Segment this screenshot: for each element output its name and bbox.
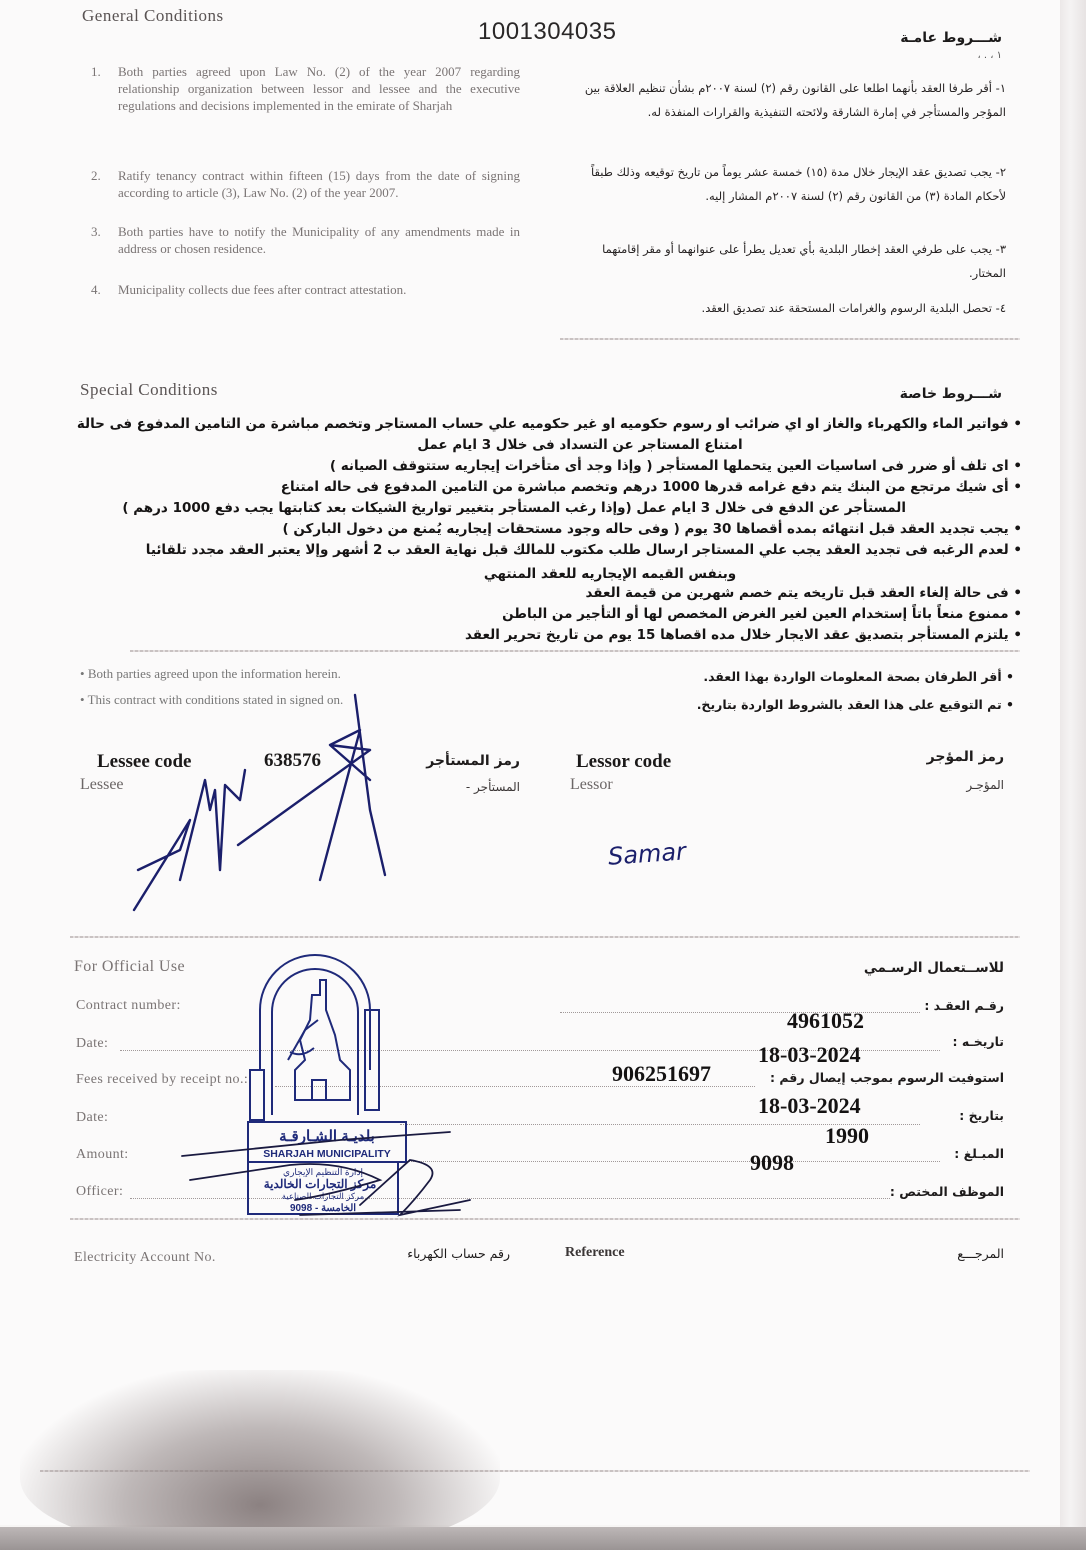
special-condition-line: • يجب تجديد العقد قبل انتهائه بمده أقصاها 30 يوم ( وفى حاله وجود مستحقات إيجاريه يُمنع من دخول الباركن ) bbox=[282, 521, 1022, 537]
official-use-title-ar: للاســتعمال الرسـمي bbox=[863, 960, 1004, 976]
amount-label-ar: المبـلغ : bbox=[954, 1146, 1004, 1161]
electricity-account-label: Electricity Account No. bbox=[74, 1250, 216, 1265]
stamp-dept-ar: إدارة التنظيم الإيجاري bbox=[283, 1167, 363, 1177]
contract-number-label-ar: رقـم العقـد : bbox=[924, 998, 1004, 1013]
receipt-number-label-ar: استوفيت الرسوم بموجب إيصال رقم : bbox=[769, 1070, 1004, 1085]
special-condition-line: • يلتزم المستأجر بتصديق عقد الايجار خلال مده اقصاها 15 يوم من تاريخ تحرير العقد bbox=[464, 627, 1022, 643]
page-mark: ١ ، . ، bbox=[977, 50, 1002, 61]
stamp-arch-icon bbox=[260, 955, 370, 1070]
special-condition-line: • أى شيك مرتجع من البنك يتم دفع غرامه قدرها 1000 درهم وتخصم مباشرة من التامين المدفوع فى حاله امتناع bbox=[280, 479, 1022, 495]
general-condition-ar-2: ٢- يجب تصديق عقد الإيجار خلال مدة (١٥) خمسة عشر يوماً من تاريخ توقيعه وذلك طبقاً لأحكام المادة (٣) من القانون رقم (٢) لسنة ٢٠٠٧م المشار إليه. bbox=[590, 165, 1006, 203]
special-condition-line: المستأجر عن الدفع فى خلال 3 ايام عمل (وإذا رغب المستأجر بتغيير تواريخ الشيكات بعد كتابتها يجب دفع 1000 درهم ) bbox=[122, 500, 906, 516]
section-divider bbox=[560, 338, 1020, 340]
lessor-label: Lessor bbox=[570, 776, 613, 793]
lessor-code-label-ar: رمز المؤجر bbox=[926, 749, 1004, 765]
receipt-date-value: 18-03-2024 bbox=[758, 1093, 861, 1118]
special-conditions-title-ar: شـــروط خاصة bbox=[899, 386, 1002, 402]
section-divider bbox=[70, 936, 1020, 938]
stamp-fort-icon bbox=[295, 980, 350, 1100]
lessee-label: Lessee bbox=[80, 776, 124, 793]
general-conditions-title-ar: شـــروط عامـة bbox=[900, 30, 1002, 46]
lessor-label-ar: المؤجـر bbox=[966, 778, 1004, 792]
section-divider bbox=[70, 1218, 1020, 1220]
stamp-name-en: SHARJAH MUNICIPALITY bbox=[263, 1148, 391, 1160]
lessee-code-value: 638576 bbox=[264, 750, 321, 771]
special-condition-line: • اى تلف أو ضرر فى اساسيات العين يتحملها المستأجر ( وإذا وجد أى متأخرات إيجاريه ستتوقف الصيانه ) bbox=[329, 458, 1022, 474]
special-condition-line: • لعدم الرغبه فى تجديد العقد يجب علي المستاجر ارسال طلب مكتوب للمالك قبل نهاية العقد ب 2 أشهر وإلا يعتبر العقد مجدد تلقائيا bbox=[145, 542, 1022, 558]
receipt-number-label: Fees received by receipt no.: bbox=[76, 1072, 249, 1087]
general-condition-en-2: 2. Ratify tenancy contract within fifteen (15) days from the date of signing according to article (3), Law No. (2) of the year 2007. bbox=[91, 168, 520, 200]
receipt-number-value: 906251697 bbox=[612, 1061, 711, 1086]
amount-value: 1990 bbox=[825, 1123, 869, 1148]
receipt-date-label-ar: بتاريخ : bbox=[959, 1108, 1004, 1123]
stamp-center-ar: مركز التجارات الخالدية bbox=[263, 1177, 377, 1191]
amount-label: Amount: bbox=[76, 1147, 129, 1162]
lessor-code-label: Lessor code bbox=[576, 751, 672, 772]
general-condition-ar-1: ١- أقر طرفا العقد بأنهما اطلعا على القانون رقم (٢) لسنة ٢٠٠٧م بشأن تنظيم العلاقة بين المؤجر والمستأجر في إمارة الشارقة ولائحته التنفيذية والقرارات المنفذة له. bbox=[584, 81, 1006, 119]
lessee-code-label-ar: رمز المستأجر bbox=[426, 753, 520, 769]
special-condition-line: • فواتير الماء والكهرباء والغاز او اي ضرائب او رسوم حكوميه او غير حكوميه علي حساب المستاجر وتخصم مباشرة من التامين المدفوع فى حالة bbox=[76, 416, 1022, 432]
special-condition-line: • فى حالة إلغاء العقد قبل تاريخه يتم خصم شهرين من قيمة العقد bbox=[585, 585, 1022, 601]
agreement-en-1: • Both parties agreed upon the information herein. bbox=[80, 666, 341, 681]
contract-date-value: 18-03-2024 bbox=[758, 1042, 861, 1067]
general-condition-en-3: 3. Both parties have to notify the Municipality of any amendments made in address or chosen residence. bbox=[91, 224, 520, 256]
date-label: Date: bbox=[76, 1036, 109, 1051]
special-conditions-title-en: Special Conditions bbox=[80, 380, 218, 399]
special-condition-line: وبنفس القيمه الإيجاريه للعقد المنتهي bbox=[483, 566, 737, 582]
contract-number-label: Contract number: bbox=[76, 998, 181, 1013]
section-divider bbox=[130, 650, 1020, 652]
general-condition-ar-3: ٣- يجب على طرفي العقد إخطار البلدية بأي تعديل يطرأ على عنوانهما أو مقر إقامتهما المختار. bbox=[602, 242, 1006, 280]
reference-label: Reference bbox=[565, 1245, 625, 1260]
electricity-account-label-ar: رقم حساب الكهرباء bbox=[407, 1246, 510, 1261]
lessee-label-ar: المستأجر - bbox=[465, 780, 520, 794]
special-condition-line: • ممنوع منعاً باتاً إستخدام العين لغير الغرض المخصص لها أو التأجير من الباطن bbox=[502, 606, 1022, 622]
stamp-name-ar: بلديـة الشـارقـة bbox=[279, 1128, 375, 1145]
general-condition-ar-4: ٤- تحصل البلدية الرسوم والغرامات المستحقة عند تصديق العقد. bbox=[701, 301, 1006, 315]
lessor-signature: Samar bbox=[607, 837, 687, 871]
general-conditions-title-en: General Conditions bbox=[82, 6, 224, 25]
reference-label-ar: المرجـــع bbox=[957, 1246, 1004, 1261]
page-edge bbox=[1060, 0, 1086, 1550]
stamp-area-ar: الخامسة - 9098 bbox=[289, 1203, 357, 1214]
special-condition-line: امتناع المستاجر عن التسداد فى خلال 3 ايام عمل bbox=[417, 437, 743, 453]
lessee-code-label: Lessee code bbox=[97, 751, 192, 772]
receipt-date-label: Date: bbox=[76, 1110, 109, 1125]
agreement-ar-2: • تم التوقيع على هذا العقد بالشروط الواردة بتاريخ. bbox=[696, 697, 1014, 712]
officer-label: Officer: bbox=[76, 1184, 124, 1199]
agreement-ar-1: • أقر الطرفان بصحة المعلومات الواردة بهذا العقد. bbox=[703, 669, 1014, 684]
general-condition-en-1: 1. Both parties agreed upon Law No. (2) of the year 2007 regarding relationship organization between lessor and lessee and the executive regulations and decisions implemented in the emirate of Sharjah bbox=[91, 64, 520, 113]
general-condition-en-4: 4. Municipality collects due fees after contract attestation. bbox=[91, 282, 407, 297]
thumb-shadow bbox=[20, 1370, 500, 1550]
document-number: 1001304035 bbox=[478, 18, 617, 45]
date-label-ar: تاريخـه : bbox=[952, 1034, 1004, 1049]
contract-number-value: 4961052 bbox=[787, 1008, 864, 1033]
page-bottom-edge bbox=[0, 1527, 1086, 1550]
officer-label-ar: الموظف المختص : bbox=[889, 1184, 1004, 1199]
officer-value: 9098 bbox=[750, 1150, 794, 1175]
lessee-signature bbox=[130, 690, 430, 920]
agreement-en-2: • This contract with conditions stated in signed on. bbox=[80, 692, 344, 707]
official-use-title-en: For Official Use bbox=[74, 958, 185, 975]
stamp-sub-ar: مركز التجارات الصناعية bbox=[281, 1191, 365, 1201]
officer-signature bbox=[180, 1120, 540, 1230]
